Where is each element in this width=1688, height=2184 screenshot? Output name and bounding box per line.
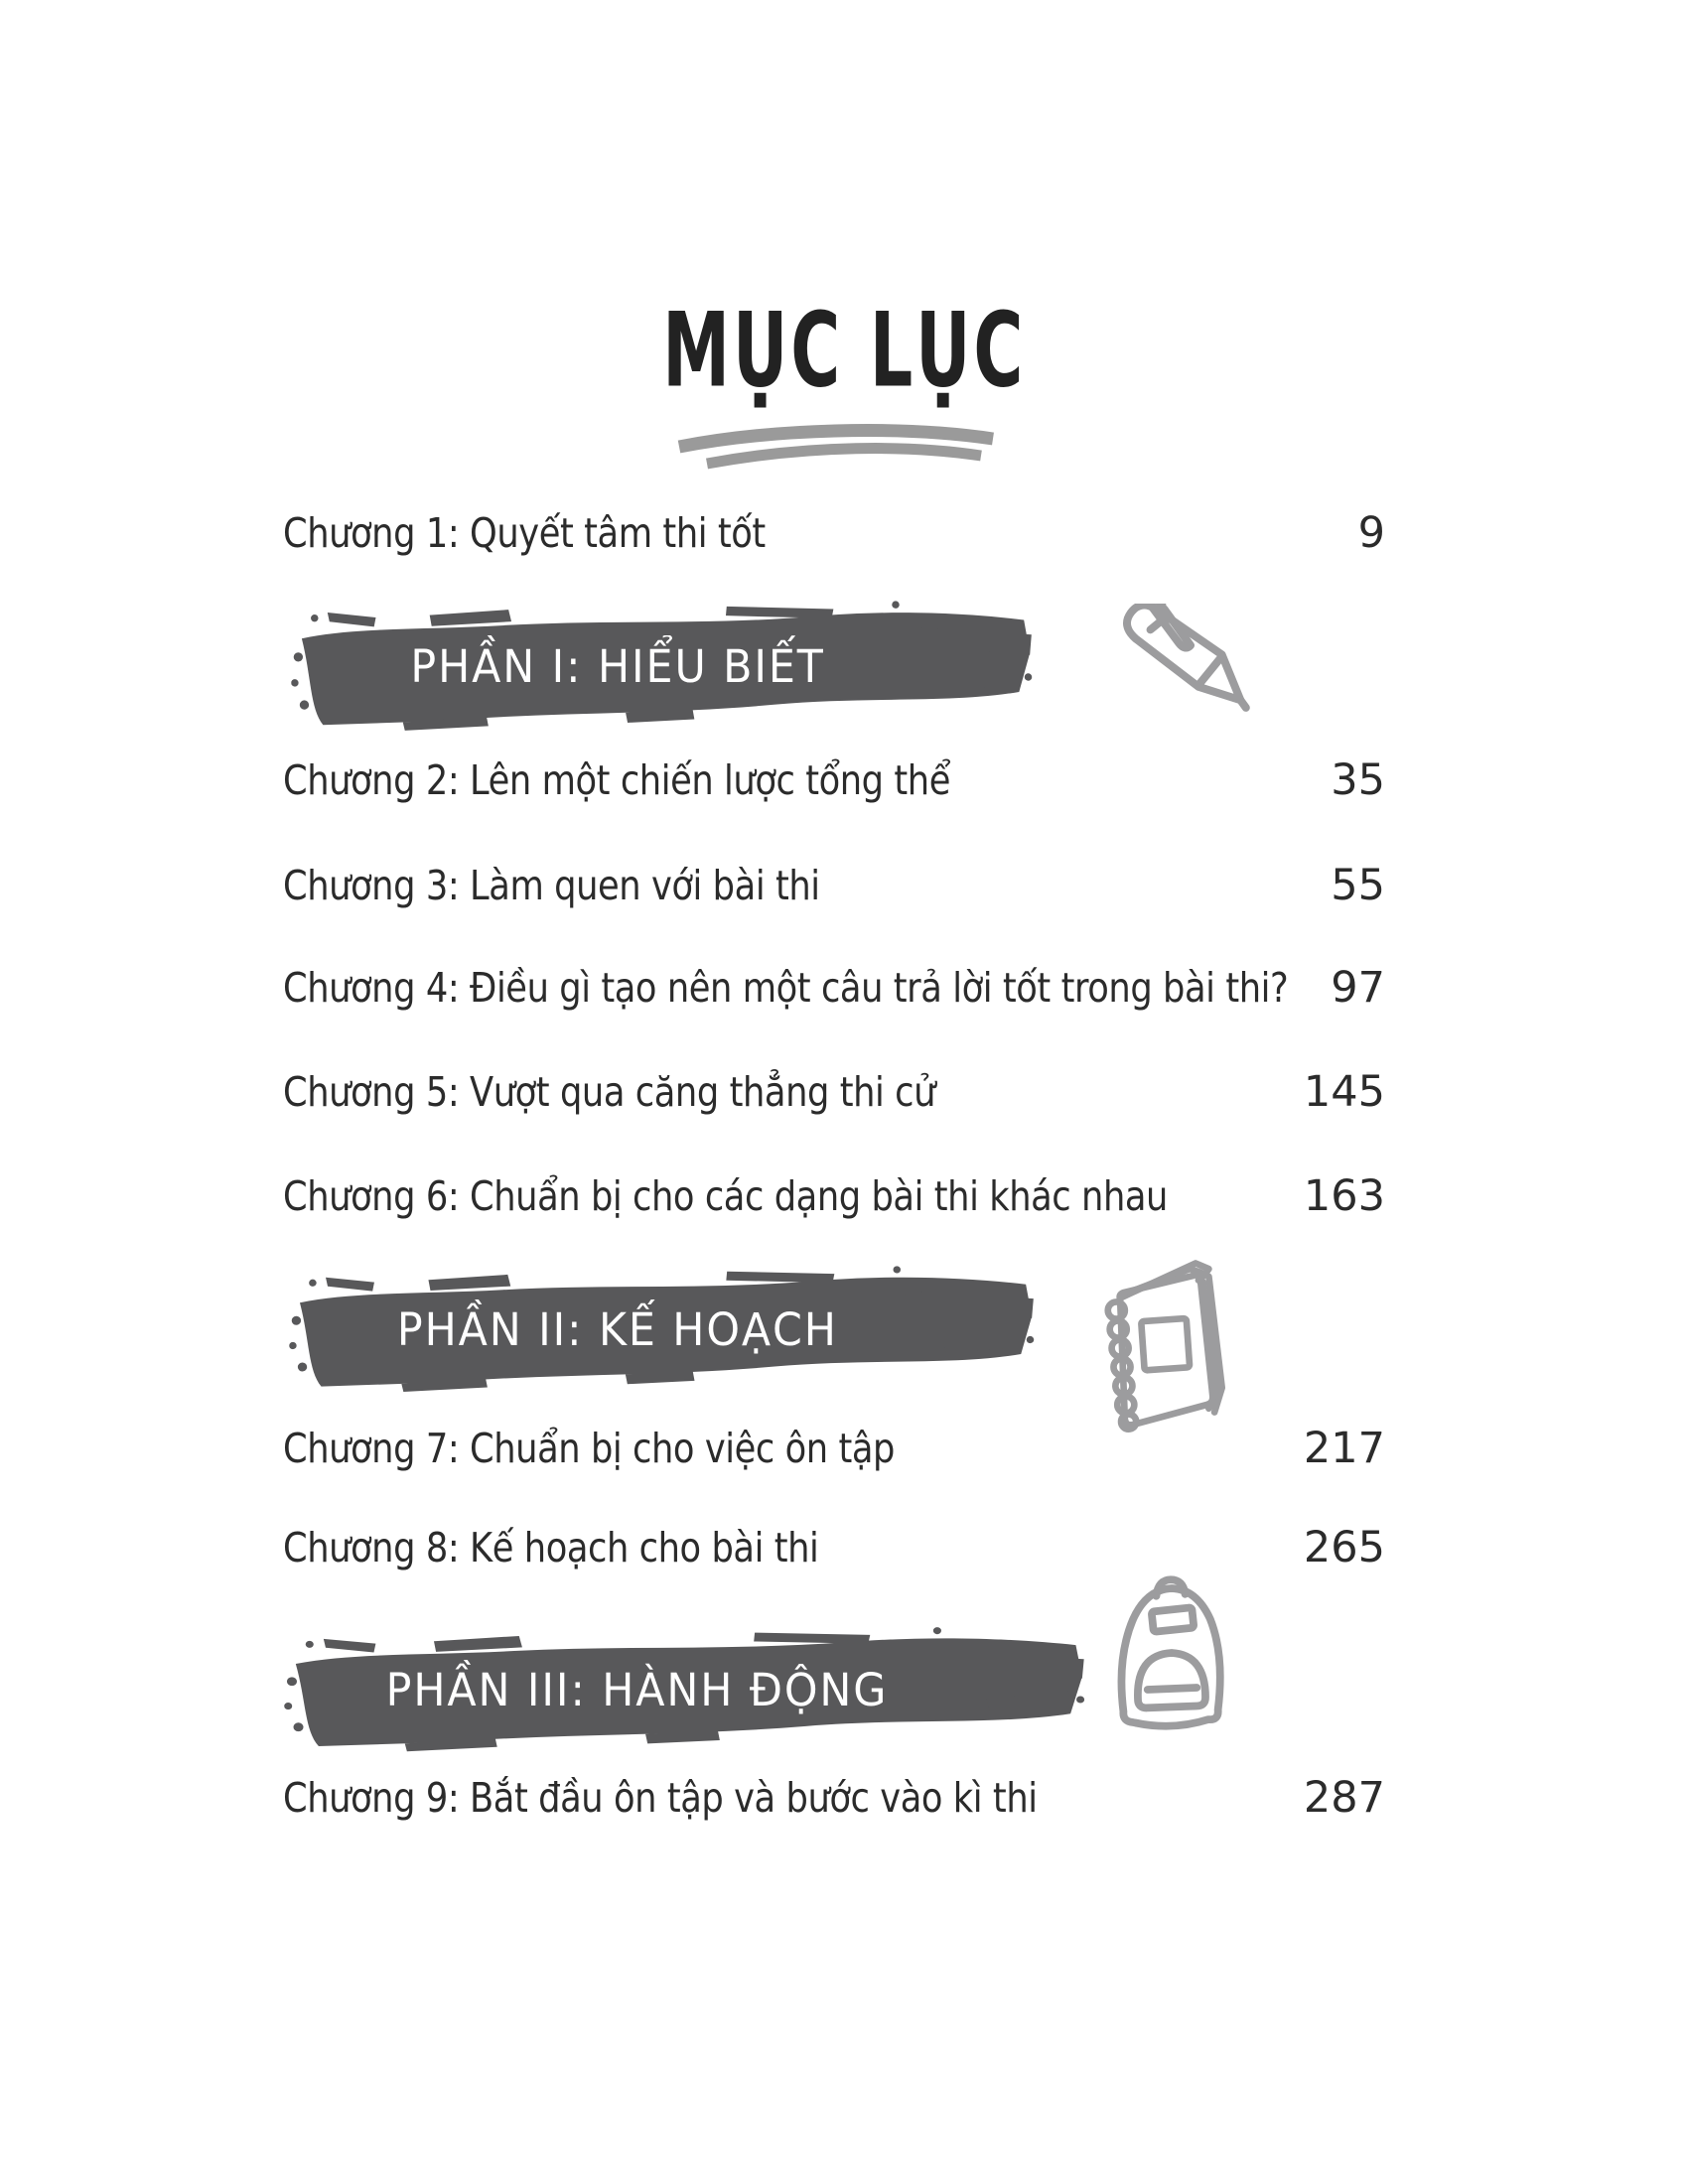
section-banner-1: [291, 602, 1034, 731]
section-banner-3: [284, 1628, 1086, 1751]
toc-row: [283, 751, 1385, 810]
chapter-page-number: 145: [1303, 1067, 1385, 1117]
section-title: PHẦN I: HIỂU BIẾT: [410, 639, 825, 693]
chapter-label: Chương 2: Lên một chiến lược tổng thể: [283, 756, 950, 804]
toc-row: [283, 1518, 1385, 1577]
chapter-page-number: 287: [1303, 1773, 1385, 1823]
section-title: PHẦN III: HÀNH ĐỘNG: [385, 1663, 889, 1716]
chapter-page-number: 217: [1303, 1424, 1385, 1473]
toc-row: [283, 1419, 1385, 1478]
toc-row: [283, 503, 1385, 563]
title-block: [0, 291, 1688, 437]
chapter-label: Chương 6: Chuẩn bị cho các dạng bài thi khác nhau: [283, 1172, 1168, 1220]
chapter-label: Chương 3: Làm quen với bài thi: [283, 862, 820, 909]
chapter-label: Chương 8: Kế hoạch cho bài thi: [283, 1524, 819, 1571]
chapter-page-number: 163: [1303, 1171, 1385, 1221]
toc-row: [283, 856, 1385, 915]
chapter-label: Chương 9: Bắt đầu ôn tập và bước vào kì thi: [283, 1774, 1038, 1822]
pen-icon: [1092, 604, 1251, 743]
toc-row: [283, 1062, 1385, 1122]
backpack-icon: [1104, 1572, 1239, 1737]
chapter-page-number: 97: [1331, 963, 1385, 1013]
toc-row: [283, 958, 1385, 1018]
chapter-page-number: 35: [1331, 755, 1385, 805]
section-banner-2: [289, 1267, 1036, 1392]
chapter-label: Chương 7: Chuẩn bị cho việc ôn tập: [283, 1425, 896, 1472]
notebook-icon: [1084, 1253, 1235, 1443]
chapter-page-number: 55: [1331, 861, 1385, 910]
chapter-label: Chương 5: Vượt qua căng thẳng thi cử: [283, 1068, 936, 1116]
toc-row: [283, 1166, 1385, 1226]
chapter-page-number: 9: [1357, 508, 1385, 558]
section-title: PHẦN II: KẾ HOẠCH: [396, 1302, 838, 1356]
chapter-label: Chương 1: Quyết tâm thi tốt: [283, 509, 766, 557]
title-underline-brush: [671, 417, 999, 477]
toc-row: [283, 1768, 1385, 1828]
chapter-label: Chương 4: Điều gì tạo nên một câu trả lời tốt trong bài thi?: [283, 964, 1289, 1012]
chapter-page-number: 265: [1303, 1523, 1385, 1572]
page-title: MỤC LỤC: [661, 291, 1027, 411]
